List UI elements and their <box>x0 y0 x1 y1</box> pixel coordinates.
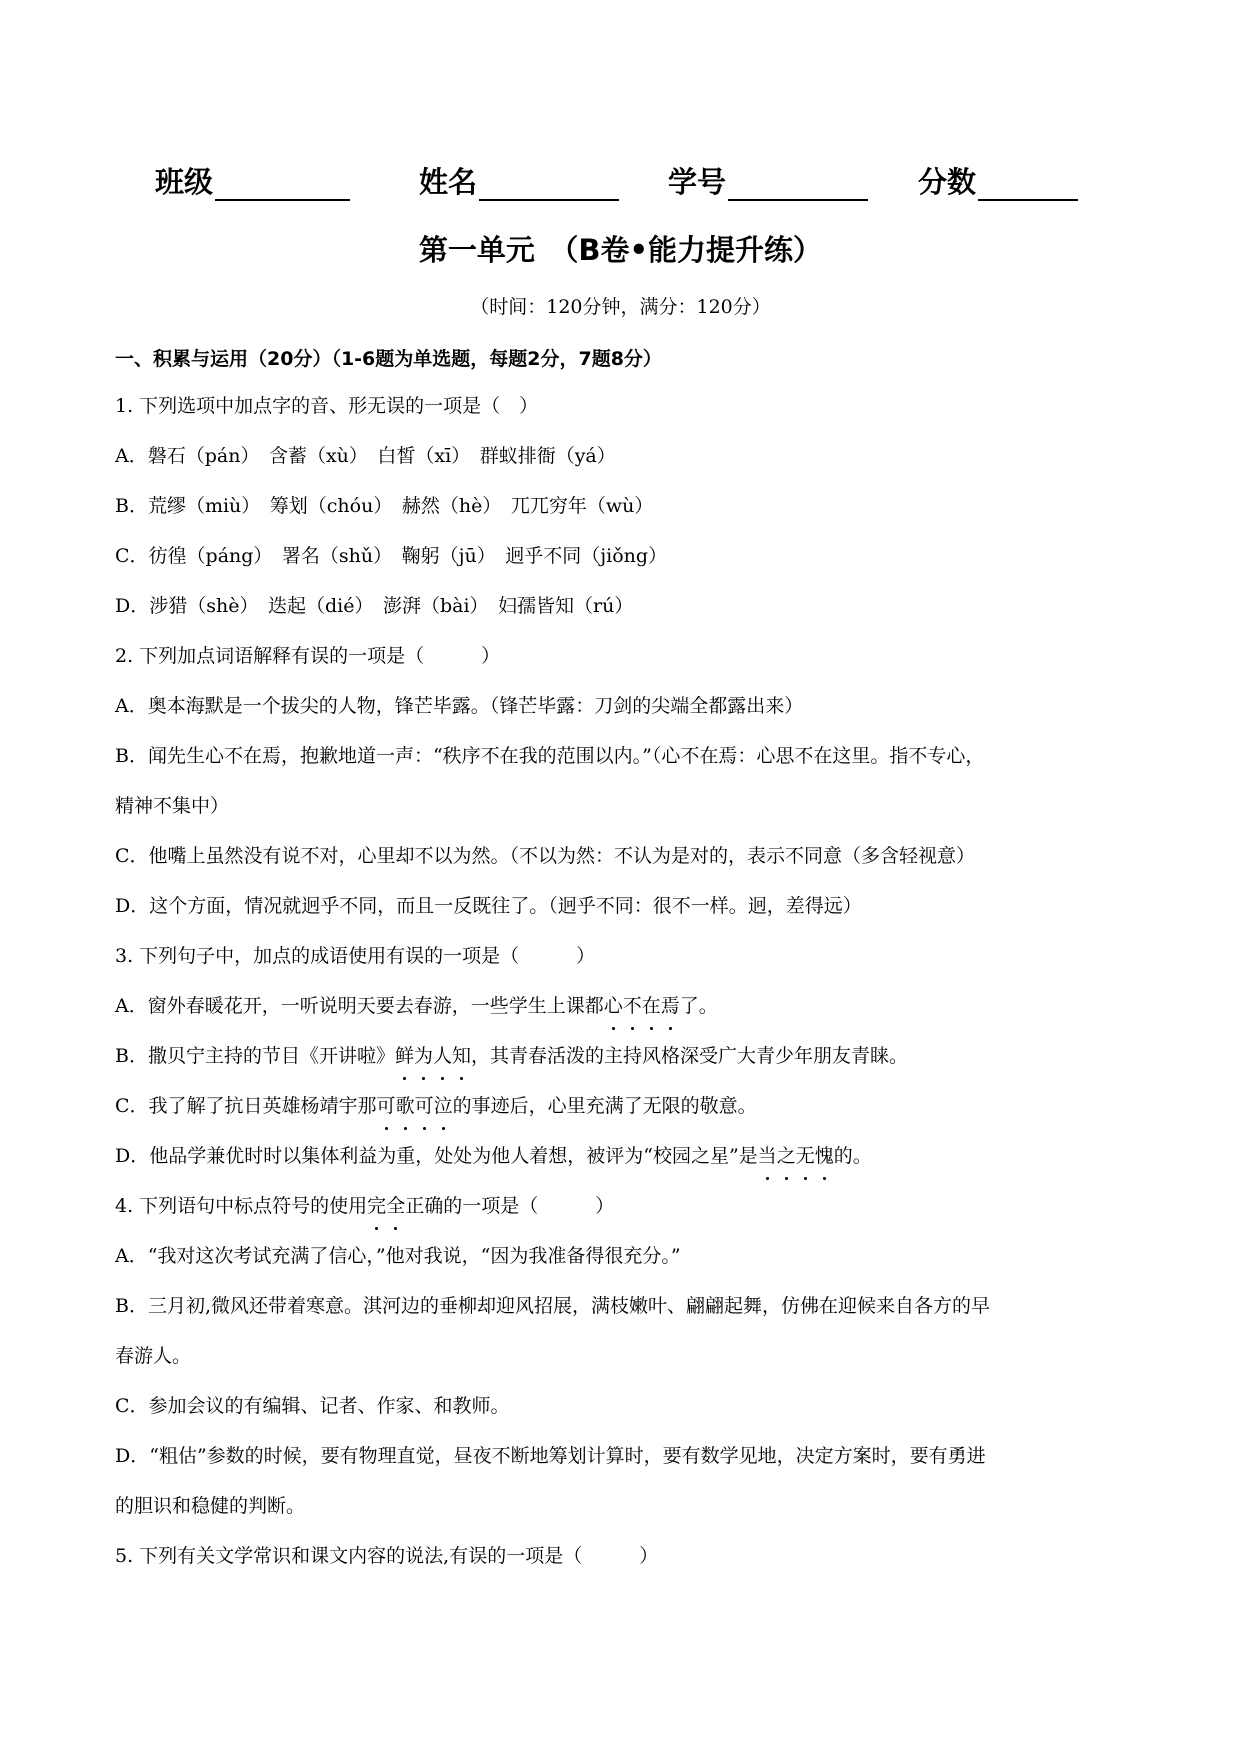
emphasis-char: 之 <box>777 1142 796 1170</box>
name-label: 姓名 <box>419 165 478 199</box>
question-4-option-b-cont: 春游人。 <box>115 1345 192 1367</box>
emphasis-char: 全 <box>386 1192 405 1220</box>
class-label: 班级 <box>155 165 214 199</box>
emphasis-char: 不 <box>623 992 642 1020</box>
dotted-idiom <box>758 1145 834 1167</box>
stem-text: 正确的一项是（ ） <box>405 1195 615 1217</box>
question-2-option-b[interactable]: B．闻先生心不在焉，抱歉地道一声：“秩序不在我的范围以内。”（心不在焉：心思不在这里。指不专心， <box>115 745 985 767</box>
question-4-stem <box>115 1192 614 1220</box>
question-2-option-a[interactable]: A．奥本海默是一个拔尖的人物，锋芒毕露。（锋芒毕露：刀剑的尖端全都露出来） <box>115 695 804 717</box>
option-text: ，其青春活泼的主持风格深受广大青少年朋友青睐。 <box>471 1045 909 1067</box>
question-1-option-d[interactable]: D．涉猎（shè） 迭起（dié） 澎湃（bài） 妇孺皆知（rú） <box>115 595 634 617</box>
question-4-option-d[interactable]: D．“粗估”参数的时候，要有物理直觉，昼夜不断地筹划计算时，要有数学见地，决定方案时，要有勇进 <box>115 1445 986 1467</box>
emphasis-char: 可 <box>377 1092 396 1120</box>
emphasis-char: 鲜 <box>395 1042 414 1070</box>
class-field <box>155 160 350 201</box>
score-field <box>918 160 1078 201</box>
question-3-option-a[interactable] <box>115 992 718 1020</box>
section-heading: 一、积累与运用（20分）（1-6题为单选题，每题2分，7题8分） <box>115 348 662 370</box>
class-blank[interactable] <box>215 165 350 201</box>
emphasis-char: 愧 <box>815 1142 834 1170</box>
question-3-option-c[interactable] <box>115 1092 757 1120</box>
name-blank[interactable] <box>479 165 619 201</box>
question-1-option-c[interactable]: C．彷徨（páng） 署名（shǔ） 鞠躬（jū） 迥乎不同（jiǒng） <box>115 545 668 567</box>
dotted-idiom <box>604 995 680 1017</box>
option-text: 了。 <box>679 995 718 1017</box>
option-text: B．撒贝宁主持的节目《开讲啦》 <box>115 1045 395 1067</box>
emphasis-char: 可 <box>415 1092 434 1120</box>
student-id-blank[interactable] <box>728 165 868 201</box>
question-3-option-b[interactable] <box>115 1042 908 1070</box>
question-4-option-a[interactable]: A．“我对这次考试充满了信心，”他对我说，“因为我准备得很充分。” <box>115 1245 681 1267</box>
question-2-option-b-cont: 精神不集中） <box>115 795 230 817</box>
emphasis-char: 泣 <box>434 1092 453 1120</box>
question-4-option-d-cont: 的胆识和稳健的判断。 <box>115 1495 306 1517</box>
option-text: 的事迹后，心里充满了无限的敬意。 <box>452 1095 757 1117</box>
emphasis-char: 无 <box>796 1142 815 1170</box>
exam-time-info: （时间：120分钟，满分：120分） <box>470 296 771 318</box>
question-1-stem: 1. 下列选项中加点字的音、形无误的一项是（ ） <box>115 395 539 417</box>
emphasis-char: 心 <box>604 992 623 1020</box>
question-3-stem: 3. 下列句子中，加点的成语使用有误的一项是（ ） <box>115 945 596 967</box>
question-2-option-d[interactable]: D．这个方面，情况就迥乎不同，而且一反既往了。（迥乎不同：很不一样。迥，差得远） <box>115 895 862 917</box>
emphasis-char: 焉 <box>661 992 680 1020</box>
page-title: 第一单元 （B卷•能力提升练） <box>418 233 823 267</box>
question-1-option-b[interactable]: B．荒缪（miù） 筹划（chóu） 赫然（hè） 兀兀穷年（wù） <box>115 495 654 517</box>
emphasis-char: 人 <box>433 1042 452 1070</box>
emphasis-char: 为 <box>414 1042 433 1070</box>
emphasis-char: 歌 <box>396 1092 415 1120</box>
emphasis-char: 知 <box>452 1042 471 1070</box>
question-4-option-b[interactable]: B．三月初,微风还带着寒意。淇河边的垂柳却迎风招展，满枝嫩叶、翩翩起舞，仿佛在迎候来自各方的早 <box>115 1295 991 1317</box>
question-3-option-d[interactable] <box>115 1142 872 1170</box>
question-2-option-c[interactable]: C．他嘴上虽然没有说不对，心里却不以为然。（不以为然：不认为是对的，表示不同意（多含轻视意） <box>115 845 976 867</box>
score-blank[interactable] <box>978 165 1078 201</box>
dotted-word <box>367 1195 405 1217</box>
question-2-stem: 2. 下列加点词语解释有误的一项是（ ） <box>115 645 501 667</box>
dotted-idiom <box>377 1095 453 1117</box>
option-text: C．我了解了抗日英雄杨靖宇那 <box>115 1095 377 1117</box>
option-text: 的。 <box>833 1145 872 1167</box>
question-1-option-a[interactable]: A．磐石（pán） 含蓄（xù） 白皙（xī） 群蚁排衙（yá） <box>115 445 616 467</box>
emphasis-char: 在 <box>642 992 661 1020</box>
score-label: 分数 <box>918 165 977 199</box>
question-5-stem: 5. 下列有关文学常识和课文内容的说法,有误的一项是（ ） <box>115 1545 659 1567</box>
student-id-label: 学号 <box>668 165 727 199</box>
option-text: A．窗外春暖花开，一听说明天要去春游，一些学生上课都 <box>115 995 604 1017</box>
stem-text: 4. 下列语句中标点符号的使用 <box>115 1195 368 1217</box>
emphasis-char: 当 <box>758 1142 777 1170</box>
name-field <box>419 160 619 201</box>
question-4-option-c[interactable]: C．参加会议的有编辑、记者、作家、和教师。 <box>115 1395 510 1417</box>
student-id-field <box>668 160 868 201</box>
student-info-row <box>0 160 1241 210</box>
option-text: D．他品学兼优时时以集体利益为重，处处为他人着想，被评为“校园之星”是 <box>115 1145 758 1167</box>
emphasis-char: 完 <box>367 1192 386 1220</box>
dotted-idiom <box>395 1045 471 1067</box>
